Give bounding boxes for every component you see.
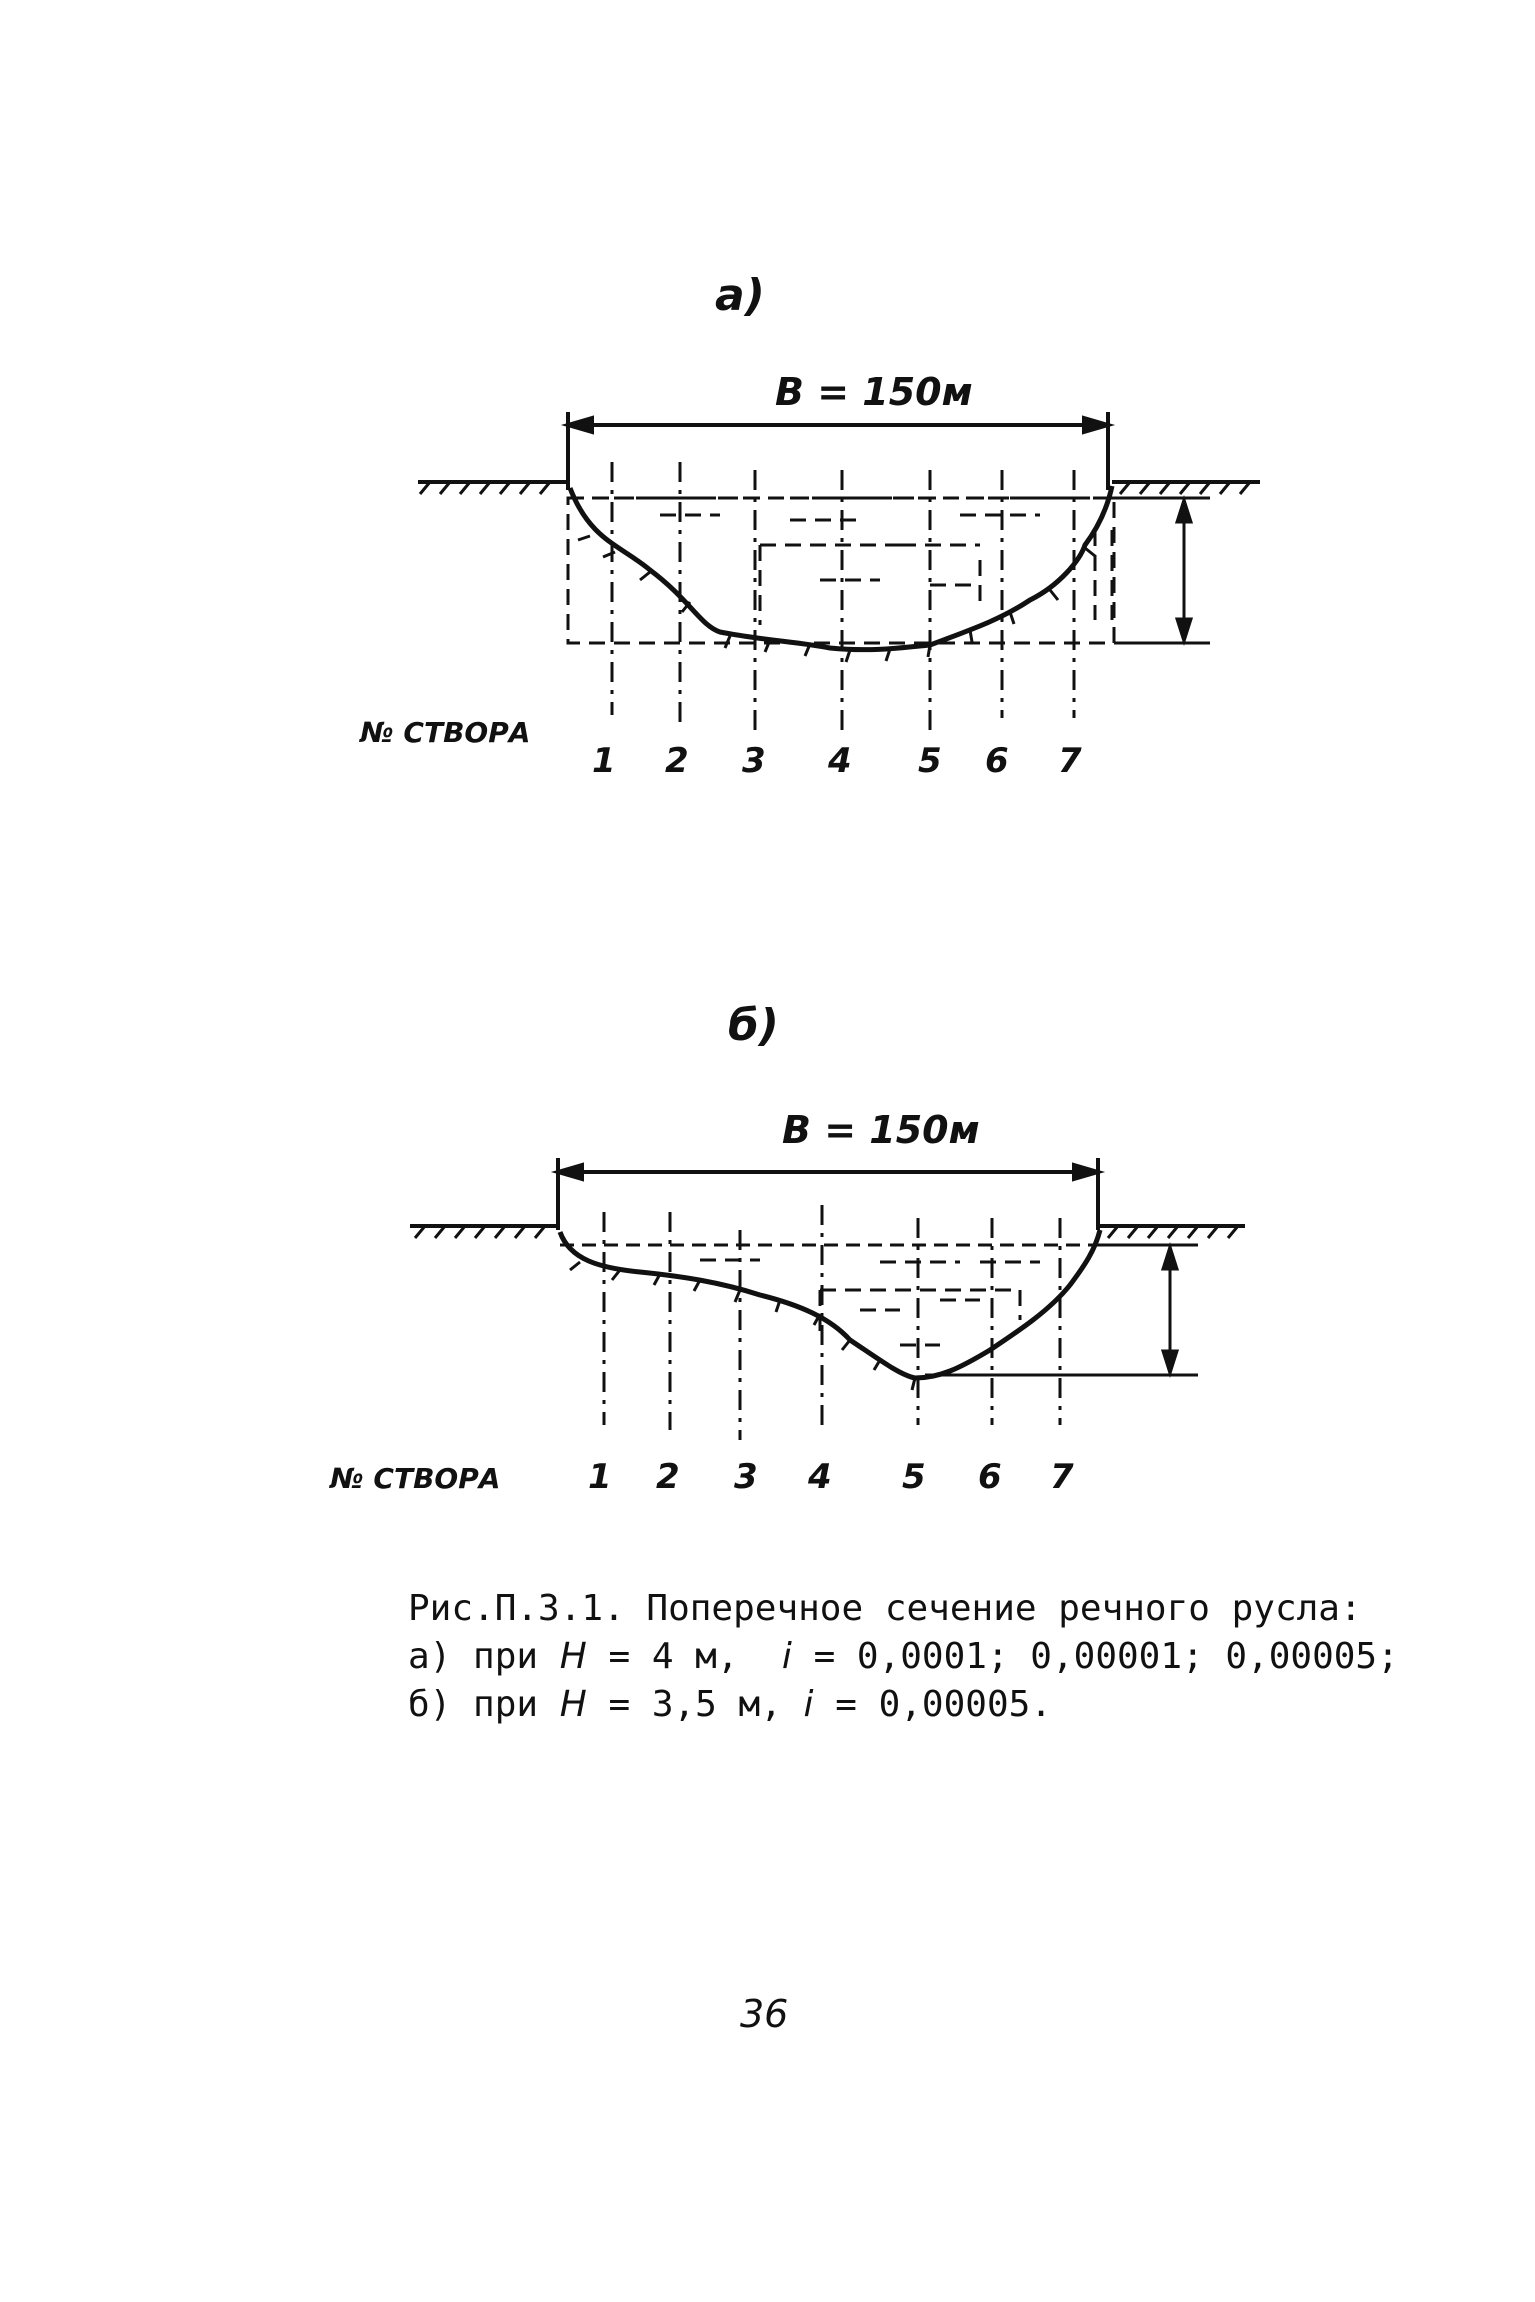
section-number: 6 [978,1457,1002,1497]
caption-a-var-h: H [559,1636,587,1677]
caption-a-values: = 0,0001; 0,00001; 0,00005; [791,1636,1399,1677]
figure-caption [408,1585,1508,1729]
section-number: 7 [1058,741,1082,781]
section-number: 5 [902,1457,926,1497]
section-number: 3 [742,741,766,781]
section-caption-a: № СТВОРА [360,716,531,749]
section-number: 6 [985,741,1009,781]
panel-label-b: б) [728,1000,779,1051]
caption-a-var-i: i [781,1636,792,1677]
section-number: 1 [588,1457,612,1497]
width-dimension-b [558,1158,1098,1230]
panel-label-a: а) [715,270,765,321]
caption-line-a [408,1633,1508,1681]
page-number: 36 [740,1992,789,2036]
section-number: 7 [1050,1457,1074,1497]
section-caption-b: № СТВОРА [330,1462,501,1495]
section-number: 4 [828,741,852,781]
section-number: 1 [592,741,616,781]
width-label-a: B = 150м [775,370,973,414]
width-label-b: B = 150м [782,1108,980,1152]
caption-b-prefix: б) при [408,1684,560,1725]
section-number: 5 [918,741,942,781]
caption-a-mid: = 4 м, [586,1636,782,1677]
bed-hatching-b [570,1262,915,1390]
caption-a-prefix: а) при [408,1636,560,1677]
section-numbers-b [588,1457,1074,1497]
ground-surface-b [410,1226,1245,1238]
caption-line-b [408,1681,1508,1729]
section-number: 2 [665,741,689,781]
section-number: 3 [734,1457,758,1497]
caption-title: Рис.П.3.1. Поперечное сечение речного русла: [408,1588,1362,1629]
caption-b-values: = 0,00005. [813,1684,1052,1725]
caption-b-var-i: i [803,1684,814,1725]
caption-b-var-h: H [559,1684,587,1725]
section-number: 2 [656,1457,680,1497]
schematic-blocks-b [700,1260,1040,1345]
section-number: 4 [808,1457,832,1497]
caption-b-mid: = 3,5 м, [586,1684,804,1725]
